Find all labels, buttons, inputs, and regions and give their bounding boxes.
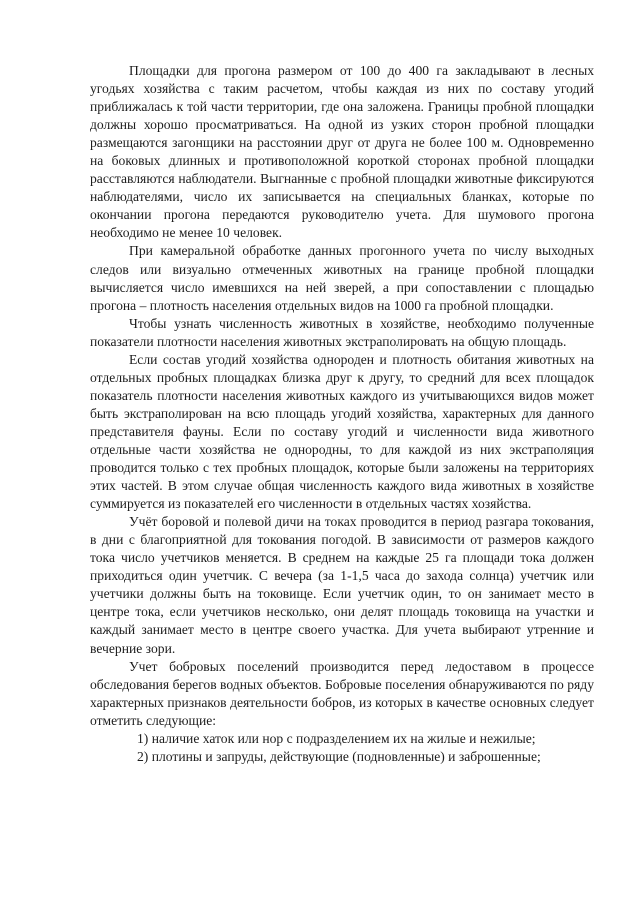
- paragraph-drive-plots: Площадки для прогона размером от 100 до 400 га закладывают в лесных угодьях хозяйства с таким расчетом, чтобы каждая из них по составу угодий приближалась к той части территории, где она заложена. Границы пробной площадки должны хорошо просматриваться. На одной из узких сторон пробной площадки размещаются загонщики на расстоянии друг от друга не более 100 м. Одновременно на боковых длинных и противоположной короткой сторонах пробной площадки расставляются наблюдатели. Выгнанные с пробной площадки животные фиксируются наблюдателями, число их записывается на специальных бланках, которые по окончании прогона передаются руководителю учета. Для шумового прогона необходимо не менее 10 человек.: [90, 63, 594, 241]
- list-item-dams: 2) плотины и запруды, действующие (подновленные) и заброшенные;: [137, 748, 541, 764]
- paragraph-lek-count: Учёт боровой и полевой дичи на токах проводится в период разгара токования, в дни с благоприятной для токования погодой. В зависимости от размеров каждого тока число учетчиков меняется. В среднем на каждые 25 га площади тока должен приходиться один учетчик. С вечера (за 1-1,5 часа до захода солнца) учетчик или учетчики должны быть на токовище. Если учетчик один, то он занимает место в центре тока, если учетчиков несколько, они делят площадь токовища на участки и каждый занимает место в центре своего участка. Для учета выбирают утренние и вечерние зори.: [90, 514, 594, 656]
- paragraph-extrapolation: Чтобы узнать численность животных в хозяйстве, необходимо полученные показатели плотности населения животных экстраполировать на общую площадь.: [90, 315, 594, 349]
- paragraph-homogeneous-lands: Если состав угодий хозяйства однороден и плотность обитания животных на отдельных пробных площадках близка друг к другу, то средний для всех площадок показатель плотности населения животных каждого из учитывающихся видов может быть экстраполирован на всю площадь угодий хозяйства, характерных для данного представителя фауны. Если по составу угодий и численности вида животного отдельные части хозяйства не однородны, то для каждой из них экстраполяция проводится только с тех пробных площадок, которые были заложены на территориях этих частей. В этом случае общая численность каждого вида животных в хозяйстве суммируется из показателей его численности в отдельных частях хозяйства.: [90, 351, 594, 512]
- list-item-lodges: 1) наличие хаток или нор с подразделением их на жилые и нежилые;: [137, 730, 536, 746]
- paragraph-beaver-count: Учет бобровых поселений производится перед ледоставом в процессе обследования берегов водных объектов. Бобровые поселения обнаруживаются по ряду характерных признаков деятельности бобров, из которых в качестве основных следует отметить следующие:: [90, 658, 594, 728]
- paragraph-desk-processing: При камеральной обработке данных прогонного учета по числу выходных следов или визуально отмеченных животных на границе пробной площадки вычисляется число имевшихся на ней зверей, а при сопоставлении с площадью прогона – плотность населения отдельных видов на 1000 га пробной площадки.: [90, 243, 594, 313]
- document-page: [90, 62, 594, 766]
